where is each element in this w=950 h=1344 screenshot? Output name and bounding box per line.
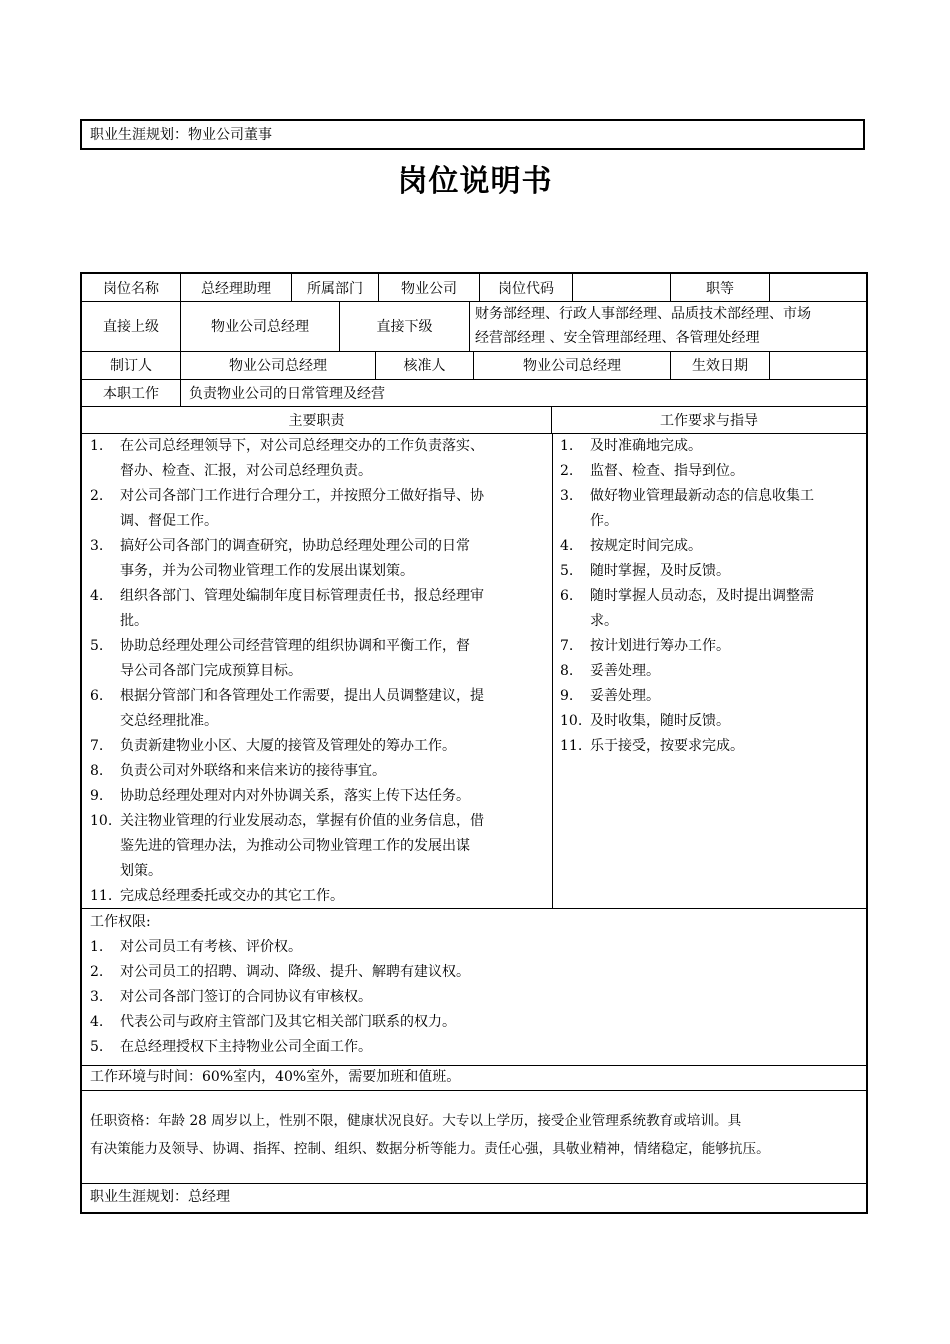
- main-duty-item-number: 11.: [90, 888, 113, 904]
- authority-item-text: 对公司员工的招聘、调动、降级、提升、解聘有建议权。: [120, 964, 470, 980]
- requirement-item-line: 随时掌握人员动态，及时提出调整需: [590, 588, 814, 604]
- requirement-item-line: 及时准确地完成。: [590, 438, 702, 454]
- main-duty-item-number: 2.: [90, 488, 104, 504]
- requirement-item-line: 求。: [590, 613, 618, 629]
- main-duty-item-line: 调、督促工作。: [120, 513, 218, 529]
- main-duty-item-line: 交总经理批准。: [120, 713, 218, 729]
- authority-item-number: 1.: [90, 939, 104, 955]
- main-duties-list: [90, 434, 545, 909]
- row-qualification: [82, 1090, 866, 1184]
- main-duty-item: [90, 434, 545, 484]
- authority-item-number: 2.: [90, 964, 104, 980]
- requirement-item: [560, 434, 860, 459]
- qualification-line-2: 有决策能力及领导、协调、指挥、控制、组织、数据分析等能力。责任心强，具敬业精神，情绪稳定，能够抗压。: [90, 1141, 770, 1157]
- qualification-text: [90, 1107, 858, 1163]
- main-duty-item-line: 负责公司对外联络和来信来访的接待事宜。: [120, 763, 386, 779]
- authority-item: [90, 1010, 850, 1035]
- main-duty-item-line: 事务，并为公司物业管理工作的发展出谋划策。: [120, 563, 414, 579]
- requirement-item-number: 1.: [560, 438, 574, 454]
- requirement-item-line: 按计划进行筹办工作。: [590, 638, 730, 654]
- effective-date-label: 生效日期: [671, 351, 770, 379]
- main-duty-item-number: 6.: [90, 688, 104, 704]
- main-duty-item: [90, 634, 545, 684]
- main-duty-item-line: 根据分管部门和各管理处工作需要，提出人员调整建议，提: [120, 688, 484, 704]
- main-duty-item-line: 在公司总经理领导下，对公司总经理交办的工作负责落实、: [120, 438, 484, 454]
- code-value: [573, 274, 671, 301]
- main-duty-item-number: 7.: [90, 738, 104, 754]
- main-duty-item-number: 4.: [90, 588, 104, 604]
- main-duty-item-line: 组织各部门、管理处编制年度目标管理责任书，报总经理审: [120, 588, 484, 604]
- effective-date-value: [770, 351, 866, 379]
- main-duty-item: [90, 584, 545, 634]
- requirement-item-number: 11.: [560, 738, 583, 754]
- requirement-item-number: 8.: [560, 663, 574, 679]
- main-duty-item-line: 完成总经理委托或交办的其它工作。: [120, 888, 344, 904]
- subordinate-line-1: 财务部经理、行政人事部经理、品质技术部经理、市场: [475, 306, 811, 322]
- authority-item: [90, 960, 850, 985]
- authority-item-text: 对公司各部门签订的合同协议有审核权。: [120, 989, 372, 1005]
- main-duty-item-number: 5.: [90, 638, 104, 654]
- requirements-list: [560, 434, 860, 759]
- requirement-item-number: 5.: [560, 563, 574, 579]
- main-duty-item: [90, 809, 545, 884]
- subordinate-value: [470, 301, 866, 351]
- requirement-item-number: 2.: [560, 463, 574, 479]
- main-duty-item-line: 鉴先进的管理办法，为推动公司物业管理工作的发展出谋: [120, 838, 470, 854]
- requirements-header: 工作要求与指导: [660, 412, 758, 429]
- job-name-value: 总经理助理: [181, 274, 292, 301]
- requirement-item-line: 作。: [590, 513, 618, 529]
- career-text: 职业生涯规划：总经理: [90, 1189, 230, 1205]
- core-duty-label: 本职工作: [82, 379, 181, 406]
- requirement-item-line: 妥善处理。: [590, 688, 660, 704]
- approver-label: 核准人: [376, 351, 474, 379]
- requirement-item-line: 妥善处理。: [590, 663, 660, 679]
- main-duty-item-number: 10.: [90, 813, 113, 829]
- row-career: [82, 1183, 866, 1212]
- requirement-item-line: 随时掌握，及时反馈。: [590, 563, 730, 579]
- row-basic-info: [82, 274, 866, 302]
- requirement-item: [560, 484, 860, 534]
- main-duty-item-number: 8.: [90, 763, 104, 779]
- authority-item-number: 5.: [90, 1039, 104, 1055]
- requirement-item-line: 及时收集，随时反馈。: [590, 713, 730, 729]
- grade-value: [770, 274, 866, 301]
- authority-item: [90, 985, 850, 1010]
- subordinate-label: 直接下级: [340, 301, 470, 351]
- main-duty-item-line: 负责新建物业小区、大厦的接管及管理处的筹办工作。: [120, 738, 456, 754]
- requirement-item-number: 4.: [560, 538, 574, 554]
- row-section-headers: [82, 406, 866, 434]
- authority-list: [90, 935, 850, 1060]
- main-duty-item-line: 协助总经理处理对内对外协调关系，落实上传下达任务。: [120, 788, 470, 804]
- superior-label: 直接上级: [82, 301, 181, 351]
- requirement-item-line: 乐于接受，按要求完成。: [590, 738, 744, 754]
- requirement-item: [560, 559, 860, 584]
- page-title: 岗位说明书: [397, 164, 553, 199]
- requirement-item-line: 做好物业管理最新动态的信息收集工: [590, 488, 814, 504]
- requirement-item: [560, 634, 860, 659]
- authority-item-text: 对公司员工有考核、评价权。: [120, 939, 302, 955]
- authority-item-text: 代表公司与政府主管部门及其它相关部门联系的权力。: [120, 1014, 456, 1030]
- core-duty-value: 负责物业公司的日常管理及经营: [189, 385, 385, 402]
- requirement-item: [560, 659, 860, 684]
- main-duty-item-number: 3.: [90, 538, 104, 554]
- row-approval: [82, 351, 866, 380]
- requirement-item: [560, 584, 860, 634]
- main-duty-item: [90, 734, 545, 759]
- dept-value: 物业公司: [379, 274, 480, 301]
- row-core-duty: [82, 379, 866, 407]
- main-duty-item: [90, 534, 545, 584]
- main-duty-item: [90, 484, 545, 534]
- job-name-label: 岗位名称: [82, 274, 181, 301]
- main-duty-item-line: 对公司各部门工作进行合理分工，并按照分工做好指导、协: [120, 488, 484, 504]
- grade-label: 职等: [671, 274, 770, 301]
- job-description-form: [80, 272, 868, 1214]
- requirement-item: [560, 459, 860, 484]
- authority-item-number: 4.: [90, 1014, 104, 1030]
- main-duty-item-number: 9.: [90, 788, 104, 804]
- authority-item: [90, 935, 850, 960]
- requirement-item-line: 按规定时间完成。: [590, 538, 702, 554]
- dept-label: 所属部门: [292, 274, 379, 301]
- requirement-item-line: 监督、检查、指导到位。: [590, 463, 744, 479]
- main-duty-item-line: 批。: [120, 613, 148, 629]
- environment-text: 工作环境与时间：60%室内，40%室外，需要加班和值班。: [90, 1069, 461, 1085]
- requirement-item-number: 10.: [560, 713, 583, 729]
- requirement-item-number: 3.: [560, 488, 574, 504]
- maker-label: 制订人: [82, 351, 181, 379]
- subordinate-line-2: 经营部经理 、安全管理部经理、各管理处经理: [475, 330, 760, 346]
- main-duty-item-number: 1.: [90, 438, 104, 454]
- main-duty-item-line: 协助总经理处理公司经营管理的组织协调和平衡工作，督: [120, 638, 470, 654]
- main-duty-item-line: 搞好公司各部门的调查研究，协助总经理处理公司的日常: [120, 538, 470, 554]
- maker-value: 物业公司总经理: [181, 351, 376, 379]
- requirement-item-number: 9.: [560, 688, 574, 704]
- main-duty-item-line: 关注物业管理的行业发展动态，掌握有价值的业务信息，借: [120, 813, 484, 829]
- main-duty-item: [90, 784, 545, 809]
- authority-item: [90, 1035, 850, 1060]
- main-duty-item-line: 督办、检查、汇报，对公司总经理负责。: [120, 463, 372, 479]
- main-duty-item-line: 划策。: [120, 863, 162, 879]
- main-duty-item: [90, 759, 545, 784]
- requirement-item: [560, 709, 860, 734]
- main-duty-item: [90, 884, 545, 909]
- column-divider: [552, 433, 553, 908]
- row-duties-body: [82, 433, 866, 909]
- main-duty-item: [90, 684, 545, 734]
- main-duty-item-line: 导公司各部门完成预算目标。: [120, 663, 302, 679]
- requirement-item-number: 6.: [560, 588, 574, 604]
- requirement-item: [560, 684, 860, 709]
- authority-label: 工作权限:: [90, 914, 151, 930]
- qualification-line-1: 任职资格：年龄 28 周岁以上，性别不限，健康状况良好。大专以上学历，接受企业管理系统教育或培训。具: [90, 1113, 742, 1129]
- row-reporting: [82, 301, 866, 352]
- row-environment: [82, 1065, 866, 1091]
- authority-item-text: 在总经理授权下主持物业公司全面工作。: [120, 1039, 372, 1055]
- top-career-note: 职业生涯规划：物业公司董事: [80, 119, 865, 150]
- requirement-item: [560, 534, 860, 559]
- authority-item-number: 3.: [90, 989, 104, 1005]
- approver-value: 物业公司总经理: [474, 351, 671, 379]
- requirement-item: [560, 734, 860, 759]
- code-label: 岗位代码: [480, 274, 573, 301]
- row-authority: [82, 908, 866, 1066]
- superior-value: 物业公司总经理: [181, 301, 340, 351]
- main-duties-header: 主要职责: [82, 406, 552, 433]
- requirement-item-number: 7.: [560, 638, 574, 654]
